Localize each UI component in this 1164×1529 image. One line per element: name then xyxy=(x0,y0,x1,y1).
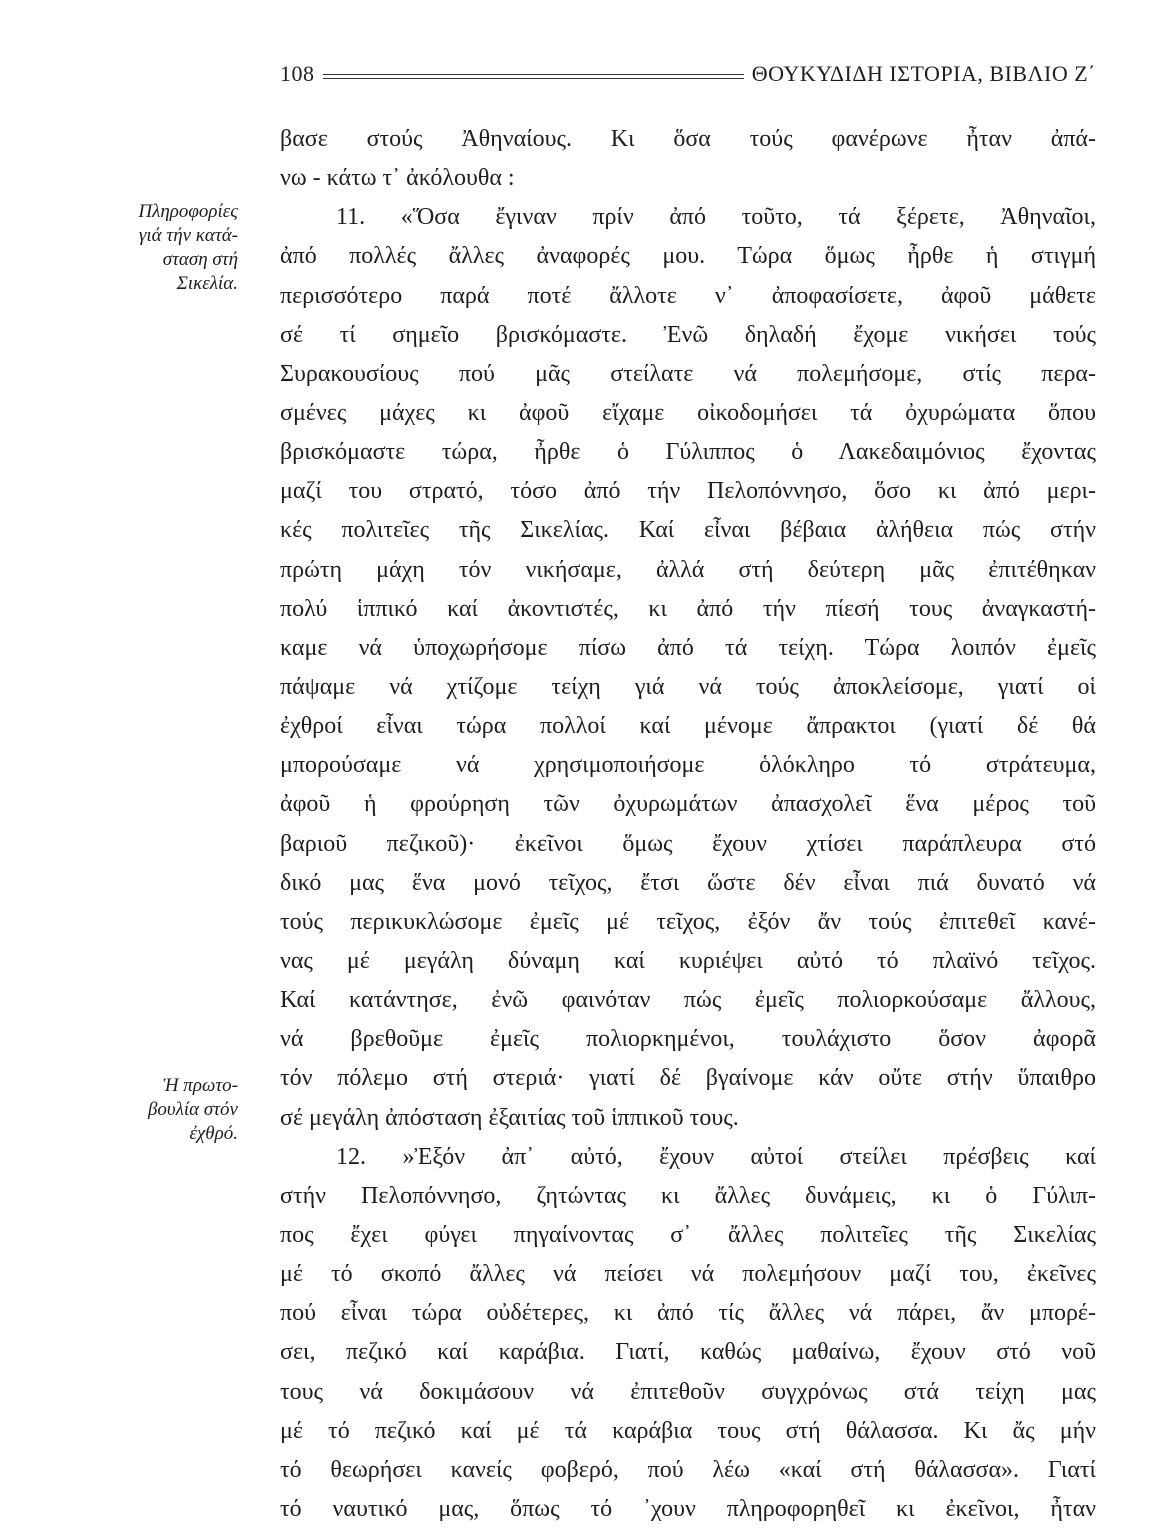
text-line: τούς περικυκλώσομε ἐμεῖς μέ τεῖχος, ἐξόν ἄν τούς ἐπιτεθεῖ κανέ- xyxy=(280,908,1096,935)
text-line: καμε νά ὑποχωρήσομε πίσω ἀπό τά τείχη. Τώρα λοιπόν ἐμεῖς xyxy=(280,634,1096,661)
margin-note-information xyxy=(88,200,238,296)
margin-note-line: ἐχθρό. xyxy=(189,1123,238,1144)
text-line: 11. «Ὅσα ἔγιναν πρίν ἀπό τοῦτο, τά ξέρετε, Ἀθηναῖοι, xyxy=(336,204,1096,231)
text-line: 12. »Ἐξόν ἀπ᾿ αὐτό, ἔχουν αὐτοί στείλει πρέσβεις καί xyxy=(336,1143,1096,1170)
text-line: νά βρεθοῦμε ἐμεῖς πολιορκημένοι, τουλάχιστο ὅσον ἀφορᾶ xyxy=(280,1026,1096,1053)
text-line: περισσότερο παρά ποτέ ἄλλοτε ν᾿ ἀποφασίσετε, ἀφοῦ μάθετε xyxy=(280,282,1096,309)
text-line: ἀφοῦ ἡ φρούρηση τῶν ὀχυρωμάτων ἀπασχολεῖ ἕνα μέρος τοῦ xyxy=(280,791,1096,818)
text-line: Καί κατάντησε, ἐνῶ φαινόταν πώς ἐμεῖς πολιορκούσαμε ἄλλους, xyxy=(280,987,1096,1014)
text-line: σει, πεζικό καί καράβια. Γιατί, καθώς μαθαίνω, ἔχουν στό νοῦ xyxy=(280,1339,1096,1366)
text-line: τό θεωρήσει κανείς φοβερό, πού λέω «καί στή θάλασσα». Γιατί xyxy=(280,1456,1096,1483)
text-line: κές πολιτεῖες τῆς Σικελίας. Καί εἶναι βέβαια ἀλήθεια πώς στήν xyxy=(280,517,1096,544)
text-line: βρισκόμαστε τώρα, ἦρθε ὁ Γύλιππος ὁ Λακεδαιμόνιος ἔχοντας xyxy=(280,439,1096,466)
text-line: πρώτη μάχη τόν νικήσαμε, ἀλλά στή δεύτερη μᾶς ἐπιτέθηκαν xyxy=(280,556,1096,583)
margin-note-line: Ἡ πρωτο- xyxy=(162,1075,238,1096)
margin-note-line: σταση στή xyxy=(162,249,238,270)
text-line: σέ μεγάλη ἀπόσταση ἐξαιτίας τοῦ ἱππικοῦ τους. xyxy=(280,1104,739,1131)
text-line: τό ναυτικό μας, ὅπως τό ᾿χουν πληροφορηθεῖ κι ἐκεῖνοι, ἦταν xyxy=(280,1495,1096,1522)
text-line: βασε στούς Ἀθηναίους. Κι ὅσα τούς φανέρωνε ἦταν ἀπά- xyxy=(280,126,1096,152)
page-header xyxy=(280,58,1096,90)
text-line: πού εἶναι τώρα οὐδέτερες, κι ἀπό τίς ἄλλες νά πάρει, ἄν μπορέ- xyxy=(280,1300,1096,1327)
margin-note-line: Πληροφορίες xyxy=(138,201,238,222)
text-line: μπορούσαμε νά χρησιμοποιήσομε ὁλόκληρο τό στράτευμα, xyxy=(280,752,1096,779)
body-text xyxy=(280,120,1096,1529)
text-line: νω - κάτω τ᾿ ἀκόλουθα : xyxy=(280,165,515,192)
text-line: μαζί του στρατό, τόσο ἀπό τήν Πελοπόννησο, ὅσο κι ἀπό μερι- xyxy=(280,478,1096,505)
text-line: ἐχθροί εἶναι τώρα πολλοί καί μένομε ἄπρακτοι (γιατί δέ θά xyxy=(280,713,1096,740)
header-double-rule xyxy=(323,74,744,79)
text-line: ἀπό πολλές ἄλλες ἀναφορές μου. Τώρα ὅμως ἦρθε ἡ στιγμή xyxy=(280,243,1096,270)
text-line: δικό μας ἕνα μονό τεῖχος, ἔτσι ὥστε δέν εἶναι πιά δυνατό νά xyxy=(280,869,1096,896)
margin-note-line: βουλία στόν xyxy=(147,1099,238,1120)
text-line: βαριοῦ πεζικοῦ)· ἐκεῖνοι ὅμως ἔχουν χτίσει παράπλευρα στό xyxy=(280,830,1096,857)
page-number: 108 xyxy=(280,61,315,86)
text-line: πολύ ἱππικό καί ἀκοντιστές, κι ἀπό τήν πίεσή τους ἀναγκαστή- xyxy=(280,595,1096,622)
text-line: μέ τό πεζικό καί μέ τά καράβια τους στή θάλασσα. Κι ἄς μήν xyxy=(280,1417,1096,1444)
running-title: ΘΟΥΚΥΔΙΔΗ ΙΣΤΟΡΙΑ, ΒΙΒΛΙΟ Ζ΄ xyxy=(751,61,1096,86)
text-line: στήν Πελοπόννησο, ζητώντας κι ἄλλες δυνάμεις, κι ὁ Γύλιπ- xyxy=(280,1182,1096,1209)
text-line: σμένες μάχες κι ἀφοῦ εἴχαμε οἰκοδομήσει τά ὀχυρώματα ὅπου xyxy=(280,399,1096,426)
text-line: πος ἔχει φύγει πηγαίνοντας σ᾿ ἄλλες πολιτεῖες τῆς Σικελίας xyxy=(280,1221,1096,1248)
text-line: τους νά δοκιμάσουν νά ἐπιτεθοῦν συγχρόνως στά τείχη μας xyxy=(280,1378,1096,1405)
text-line: μέ τό σκοπό ἄλλες νά πείσει νά πολεμήσουν μαζί του, ἐκεῖνες xyxy=(280,1261,1096,1288)
text-line: νας μέ μεγάλη δύναμη καί κυριέψει αὐτό τό πλαϊνό τεῖχος. xyxy=(280,947,1096,974)
margin-note-line: γιά τήν κατά- xyxy=(138,225,238,246)
margin-note-initiative xyxy=(88,1074,238,1146)
text-line: τόν πόλεμο στή στεριά· γιατί δέ βγαίνομε κάν οὔτε στήν ὕπαιθρο xyxy=(280,1065,1096,1092)
margin-note-line: Σικελία. xyxy=(176,273,238,294)
text-line: σέ τί σημεῖο βρισκόμαστε. Ἐνῶ δηλαδή ἔχομε νικήσει τούς xyxy=(280,321,1096,348)
text-line: Συρακουσίους πού μᾶς στείλατε νά πολεμήσομε, στίς περα- xyxy=(280,360,1096,387)
text-line: πάψαμε νά χτίζομε τείχη γιά νά τούς ἀποκλείσομε, γιατί οἱ xyxy=(280,673,1096,700)
